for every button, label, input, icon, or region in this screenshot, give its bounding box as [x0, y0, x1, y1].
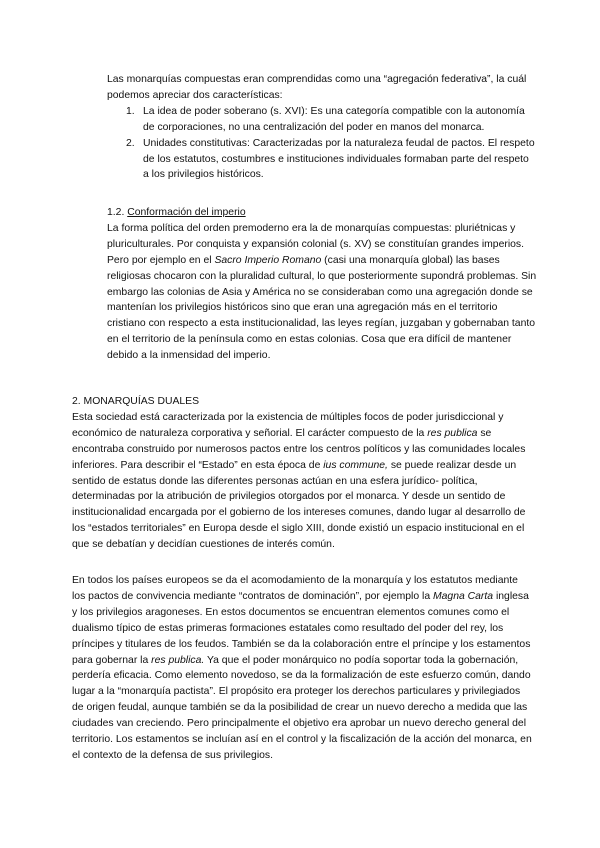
- subsection-heading: [107, 205, 537, 221]
- italic-term: res publica: [427, 427, 478, 439]
- text-run: se puede realizar desde un sentido de estatus donde las diferentes personas actúan en una esfera jurídico- política, determinadas por la atribución de privilegios otorgados por el monarca. Y desde un sentido de institucionalidad encargada por el gobierno de los intereses comunes, dando lugar al desarrollo de los “estados territoriales” en Europa desde el siglo XIII, donde existió un espacio institucional en el que se debatían y decidían cuestiones de interés común.: [72, 459, 526, 551]
- list-number: 1.: [126, 105, 135, 117]
- list-number: 2.: [126, 137, 135, 149]
- section-monarquias-duales-cont: [72, 573, 532, 764]
- paragraph-2: [72, 573, 532, 764]
- list-text: La idea de poder soberano (s. XVI): Es una categoría compatible con la autonomía de corporaciones, no una centralización del poder en manos del monarca.: [143, 105, 525, 133]
- section-conformacion-imperio: [107, 205, 537, 364]
- list-text: Unidades constitutivas: Caracterizadas por la naturaleza feudal de pactos. El respeto de los estatutos, costumbres e instituciones individuales formaban parte del respeto a los privilegios históricos.: [143, 137, 535, 181]
- text-run: La forma política del orden premoderno era la de monarquías compuestas: pluriétnicas y pluriculturales. Por conquista y expansión colonial (s. XV) se constituían grandes imperios. Pero por ejemplo en el: [107, 222, 524, 266]
- characteristics-list: [107, 104, 537, 184]
- text-run: Ya que el poder monárquico no podía soportar toda la gobernación, perdería eficacia. Como elemento novedoso, se da la formalización de este esfuerzo común, dando lugar a la “monarquía pactista”. El propósito era proteger los derechos particulares y privilegiados de origen feudal, aunque también se da la posibilidad de crear un nuevo derecho a medida que las ciudades van creciendo. Pero principalmente el objetivo era aprobar un nuevo derecho general del territorio. Los estamentos se incluían así en el control y la fiscalización de la acción del monarca, en el contexto de la defensa de sus privilegios.: [72, 654, 532, 761]
- list-item: [107, 136, 537, 184]
- subsection-title: Conformación del imperio: [127, 207, 246, 218]
- list-item: [107, 104, 537, 136]
- text-run: (casi una monarquía global) las bases religiosas chocaron con la pluralidad cultural, lo que posteriormente supondrá problemas. Sin embargo las colonias de Asia y América no se consideraban como una agregación donde se mantenían los privilegios históricos sino que eran una agregación más en el territorio cristiano con respecto a esta institucionalidad, las leyes regían, juzgaban y gobernaban tanto en el territorio de la península como en estas colonias. Cosa que era difícil de mantener debido a la inmensidad del imperio.: [107, 254, 537, 362]
- subsection-number: 1.2.: [107, 207, 125, 218]
- text-run: se encontraba construido por numerosos pactos entre los centros políticos y las comunidades locales inferiores. Para describir el “Estado” en esta época de: [72, 427, 526, 471]
- section-monarquias-compuestas: [107, 72, 537, 183]
- italic-term: res publica.: [151, 654, 205, 666]
- section-heading: 2. MONARQUÍAS DUALES: [72, 396, 200, 407]
- italic-term: Sacro Imperio Romano: [214, 254, 322, 266]
- italic-term: Magna Carta: [432, 590, 494, 602]
- italic-term: ius commune,: [323, 459, 388, 471]
- imperio-paragraph: [107, 221, 537, 364]
- intro-paragraph: Las monarquías compuestas eran comprendidas como una “agregación federativa”, la cuál podemos apreciar dos características:: [107, 74, 527, 101]
- section-monarquias-duales: [72, 394, 532, 553]
- paragraph-1: [72, 410, 532, 553]
- text-run: inglesa y los privilegios aragoneses. En estos documentos se encuentran elementos comunes como el dualismo típico de estas primeras formaciones estatales como resultado del poder del rey, los príncipes y titulares de los feudos. También se da la colaboración entre el príncipe y los estamentos para gobernar la: [72, 590, 531, 666]
- text-run: Esta sociedad está caracterizada por la existencia de múltiples focos de poder jurisdiccional y económico de naturaleza corporativa y señorial. El carácter compuesto de la: [72, 411, 504, 439]
- text-run: En todos los países europeos se da el acomodamiento de la monarquía y los estatutos mediante los pactos de convivencia mediante “contratos de dominación”, por ejemplo la: [72, 575, 518, 602]
